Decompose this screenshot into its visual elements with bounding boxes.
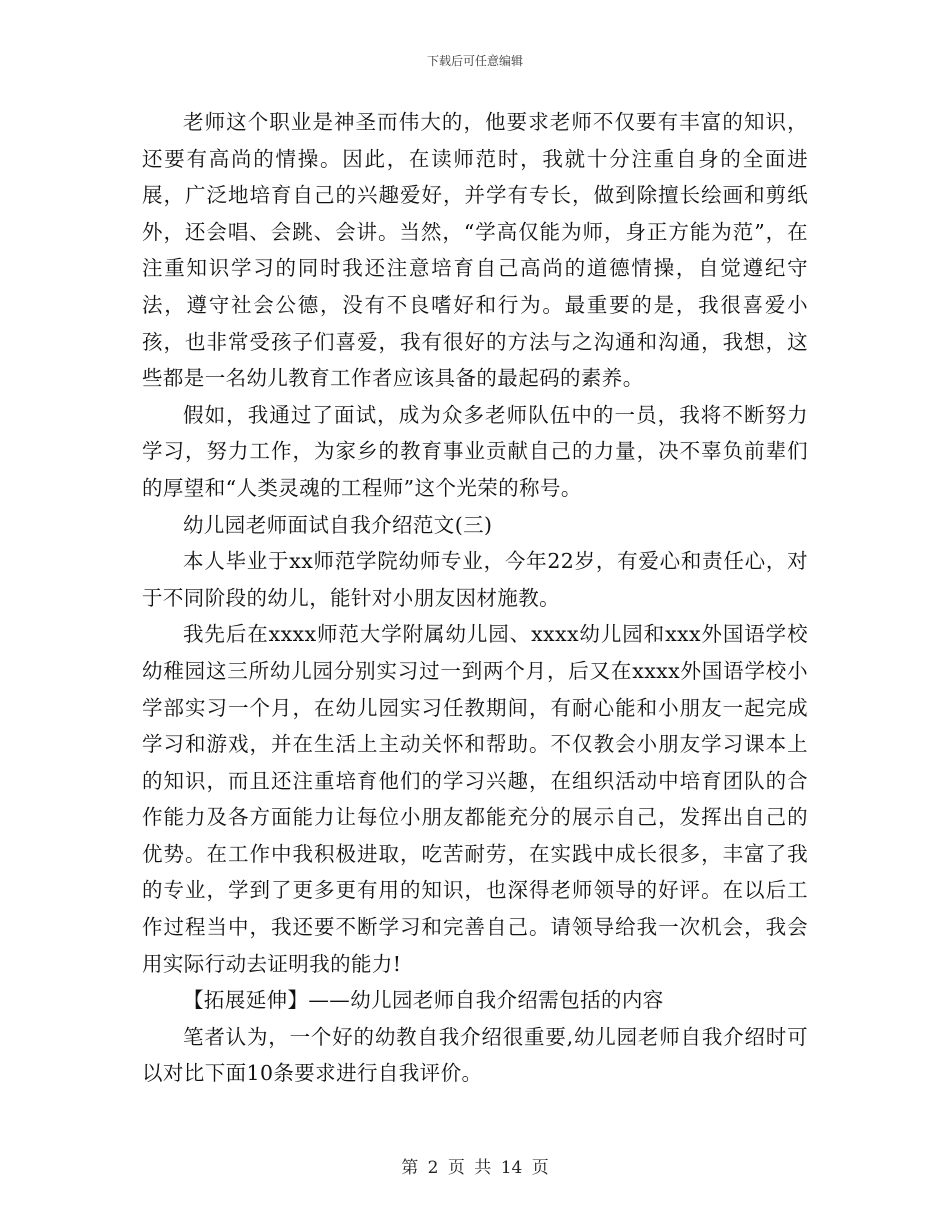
paragraph-author-opinion: 笔者认为，一个好的幼教自我介绍很重要,幼儿园老师自我介绍时可以对比下面10条要求进行自我评价。 — [142, 1024, 808, 1086]
paragraph-graduation: 本人毕业于xx师范学院幼师专业，今年22岁，有爱心和责任心，对于不同阶段的幼儿，能针对小朋友因材施教。 — [142, 549, 808, 610]
section-title-extension: 【拓展延伸】——幼儿园老师自我介绍需包括的内容 — [183, 988, 664, 1013]
document-body — [142, 104, 808, 1092]
paragraph-interview-pledge: 假如，我通过了面试，成为众多老师队伍中的一员，我将不断努力学习，努力工作，为家乡的教育事业贡献自己的力量，决不辜负前辈们的厚望和“人类灵魂的工程师”这个光荣的称号。 — [142, 402, 808, 500]
section-title-sample-three: 幼儿园老师面试自我介绍范文(三) — [183, 512, 493, 537]
paragraph-internship: 我先后在xxxx师范大学附属幼儿园、xxxx幼儿园和xxx外国语学校幼稚园这三所幼儿园分别实习过一到两个月，后又在xxxx外国语学校小学部实习一个月，在幼儿园实习任教期间，有耐心能和小朋友一起完成学习和游戏，并在生活上主动关怀和帮助。不仅教会小朋友学习课本上的知识，而且还注重培育他们的学习兴趣，在组织活动中培育团队的合作能力及各方面能力让每位小朋友都能充分的展示自己，发挥出自己的优势。在工作中我积极进取，吃苦耐劳，在实践中成长很多，丰富了我的专业，学到了更多更有用的知识，也深得老师领导的好评。在以后工作过程当中，我还要不断学习和完善自己。请领导给我一次机会，我会用实际行动去证明我的能力! — [142, 622, 808, 976]
page-header: 下载后可任意编辑 — [426, 54, 523, 68]
paragraph-teacher-profession: 老师这个职业是神圣而伟大的，他要求老师不仅要有丰富的知识，还要有高尚的情操。因此，在读师范时，我就十分注重自身的全面进展，广泛地培育自己的兴趣爱好，并学有专长，做到除擅长绘画和剪纸外，还会唱、会跳、会讲。当然，“学高仅能为师，身正方能为范”，在注重知识学习的同时我还注意培育自己高尚的道德情操，自觉遵纪守法，遵守社会公德，没有不良嗜好和行为。最重要的是，我很喜爱小孩，也非常受孩子们喜爱，我有很好的方法与之沟通和沟通，我想，这些都是一名幼儿教育工作者应该具备的最起码的素养。 — [142, 110, 808, 391]
page-number-footer: 第 2 页 共 14 页 — [401, 1158, 549, 1178]
